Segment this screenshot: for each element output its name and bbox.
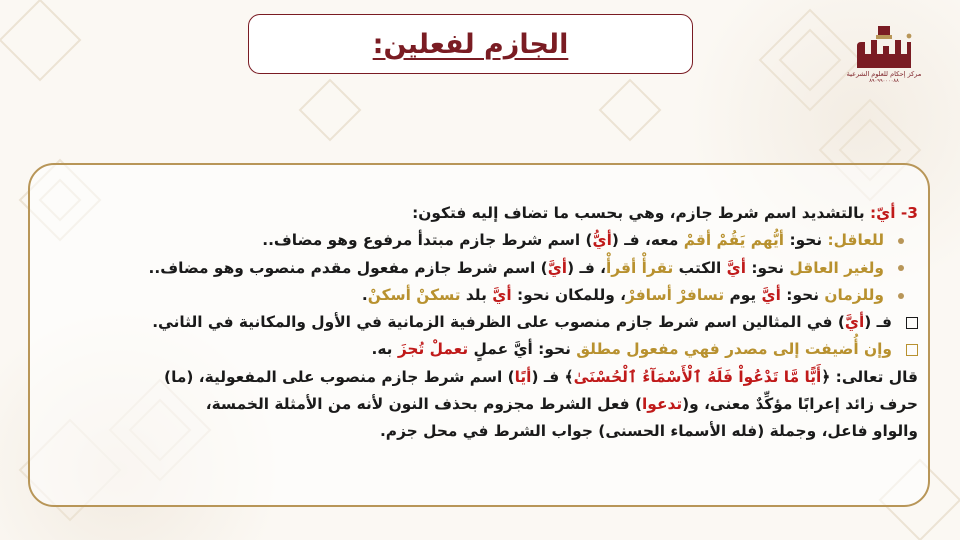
verse: أَيًّا مَّا تَدْعُواْ فَلَهُ ٱلْأَسْمَآءُ ٱلْحُسْنَىٰ <box>573 367 822 386</box>
checkbox-line-adverb <box>38 309 918 336</box>
highlight: أيَّ <box>761 285 781 304</box>
text: حرف زائد إعرابًا مؤكِّدٌ معنى، و( <box>682 395 918 414</box>
highlight: أيَّ <box>726 258 746 277</box>
text: ، وللمكان نحو: <box>511 285 627 304</box>
highlight: أيَّ <box>492 285 512 304</box>
bullet-nonrational <box>38 255 918 282</box>
text: ) في المثالين اسم شرط جازم منصوب على الظرفية الزمانية في الأول والمكانية في الثاني. <box>152 313 845 332</box>
text: ) اسم شرط جازم مفعول مقدم منصوب وهو مضاف.. <box>148 258 548 277</box>
text: ) اسم شرط جازم مبتدأ مرفوع وهو مضاف.. <box>262 231 593 250</box>
text: نحو: <box>780 285 825 304</box>
text: نحو: <box>784 231 828 250</box>
explanation-line-2 <box>38 418 918 445</box>
example: أيُّهم يَقُمْ أقمْ <box>683 231 785 250</box>
content-body <box>38 200 918 446</box>
label-rational: للعاقل: <box>827 231 884 250</box>
highlight: أيُّ <box>592 231 612 250</box>
heading-label: 3- أيّ: <box>869 204 918 222</box>
line-heading <box>38 200 918 227</box>
example: تسافرْ أسافرْ <box>626 285 725 304</box>
bullet-dot-icon <box>898 265 904 271</box>
label-masdar: وإن أُضيفت إلى مصدر فهي مفعول مطلق <box>576 340 892 359</box>
text: . <box>361 285 368 304</box>
heading-text: بالتشديد اسم شرط جازم، وهي بحسب ما تضاف إليه فتكون: <box>412 204 870 222</box>
text: به. <box>371 340 398 359</box>
bullet-time-place <box>38 282 918 309</box>
highlight: أيَّ <box>844 313 865 332</box>
verse-line <box>38 364 918 391</box>
text: نحو: <box>746 258 790 277</box>
highlight: أيَّ <box>547 258 568 277</box>
text: ) فعل الشرط مجزوم بحذف النون لأنه من الأمثلة الخمسة، <box>205 395 643 414</box>
label-nonrational: ولغير العاقل <box>789 258 884 277</box>
square-bullet-icon <box>906 317 918 329</box>
text: الكتب <box>673 258 727 277</box>
text: يوم <box>724 285 762 304</box>
checkbox-line-masdar <box>38 336 918 363</box>
example: تقرأْ أقرأْ <box>606 258 674 277</box>
logo-phone: ٨٩٠٩٩٠٠٠٠٨٨ <box>869 78 899 84</box>
text: فـ ( <box>864 313 892 332</box>
example: تسكنْ أسكنْ <box>367 285 461 304</box>
text: ، فـ ( <box>567 258 607 277</box>
text: ﴾ فـ ( <box>531 367 574 386</box>
example: تعملْ تُجزَ <box>397 340 469 359</box>
text: نحو: أيَّ عملٍ <box>468 340 577 359</box>
text: معه، فـ ( <box>611 231 684 250</box>
square-bullet-icon <box>906 344 918 356</box>
explanation-line-1 <box>38 391 918 418</box>
title-box <box>248 14 693 74</box>
highlight: أيًا <box>514 367 532 386</box>
logo <box>848 24 920 96</box>
slide-title: الجازم لفعلين: <box>372 28 569 60</box>
text: بلد <box>460 285 493 304</box>
logo-emblem-icon <box>851 24 917 70</box>
bullet-rational <box>38 227 918 254</box>
text: والواو فاعل، وجملة (فله الأسماء الحسنى) جواب الشرط في محل جزم. <box>379 422 918 441</box>
logo-subtitle: مركز إحكام للعلوم الشرعية <box>846 70 922 78</box>
bullet-dot-icon <box>898 238 904 244</box>
label-time: وللزمان <box>824 285 884 304</box>
highlight: تدعوا <box>642 395 683 414</box>
text: ) اسم شرط جازم منصوب على المفعولية، (ما) <box>164 367 515 386</box>
text: قال تعالى: ﴿ <box>821 367 918 386</box>
bullet-dot-icon <box>898 293 904 299</box>
